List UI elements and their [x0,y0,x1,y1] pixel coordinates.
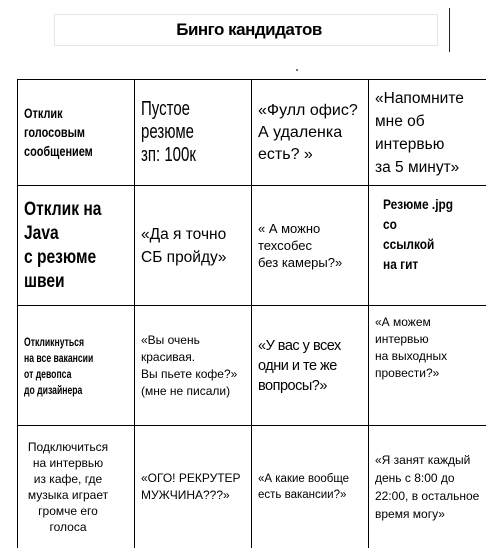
bingo-row [18,80,486,186]
cell-text: «У вас у всех одни и те же вопросы?» [258,337,341,394]
bingo-row [18,426,486,548]
bingo-cell [18,186,135,306]
bingo-cell [252,426,369,548]
bingo-cell [18,80,135,186]
cell-text: «А какие вообще есть вакансии?» [258,472,350,501]
cell-text: Резюме .jpg со ссылкой на гит [383,196,454,272]
cell-text: Откликнуться на все вакансии от девопса до дизайнера [24,334,94,397]
bingo-cell [369,426,486,548]
bingo-cell [18,426,135,548]
cell-text: «Я занят каждый день с 8:00 до 22:00, в остальное время могу» [375,452,480,521]
cell-text: Пустое резюме зп: 100к [141,98,196,166]
cell-text: Отклик голосовым сообщением [24,105,93,159]
cell-text: Отклик на Java с резюме швеи [24,198,102,292]
divider-line [449,8,450,52]
cell-text: «ОГО! РЕКРУТЕР МУЖЧИНА???» [141,470,241,502]
bingo-cell [135,80,252,186]
bingo-cell [369,80,486,186]
bingo-cell [252,306,369,426]
page-title: Бинго кандидатов [176,20,322,39]
cell-text: «Фулл офис? А удаленка есть? » [258,101,358,163]
bingo-cell [369,306,486,426]
stray-dot [296,69,298,71]
bingo-cell [135,186,252,306]
cell-text: «Да я точно СБ пройду» [141,225,227,266]
bingo-cell [135,306,252,426]
cell-text: « А можно техсобес без камеры?» [258,221,343,270]
cell-text: «Напомните мне об интервью за 5 минут» [375,89,464,176]
bingo-row [18,306,486,426]
cell-text: «Вы очень красивая. Вы пьете кофе?» (мне не писали) [141,332,238,398]
bingo-cell [369,186,486,306]
bingo-cell [252,80,369,186]
bingo-row [18,186,486,306]
bingo-grid [17,79,486,548]
cell-text: Подключиться на интервью из кафе, где музыка играет громче его голоса [27,439,109,534]
cell-text: «А можем интервью на выходных провести?» [375,315,448,380]
bingo-cell [252,186,369,306]
bingo-cell [18,306,135,426]
bingo-cell [135,426,252,548]
